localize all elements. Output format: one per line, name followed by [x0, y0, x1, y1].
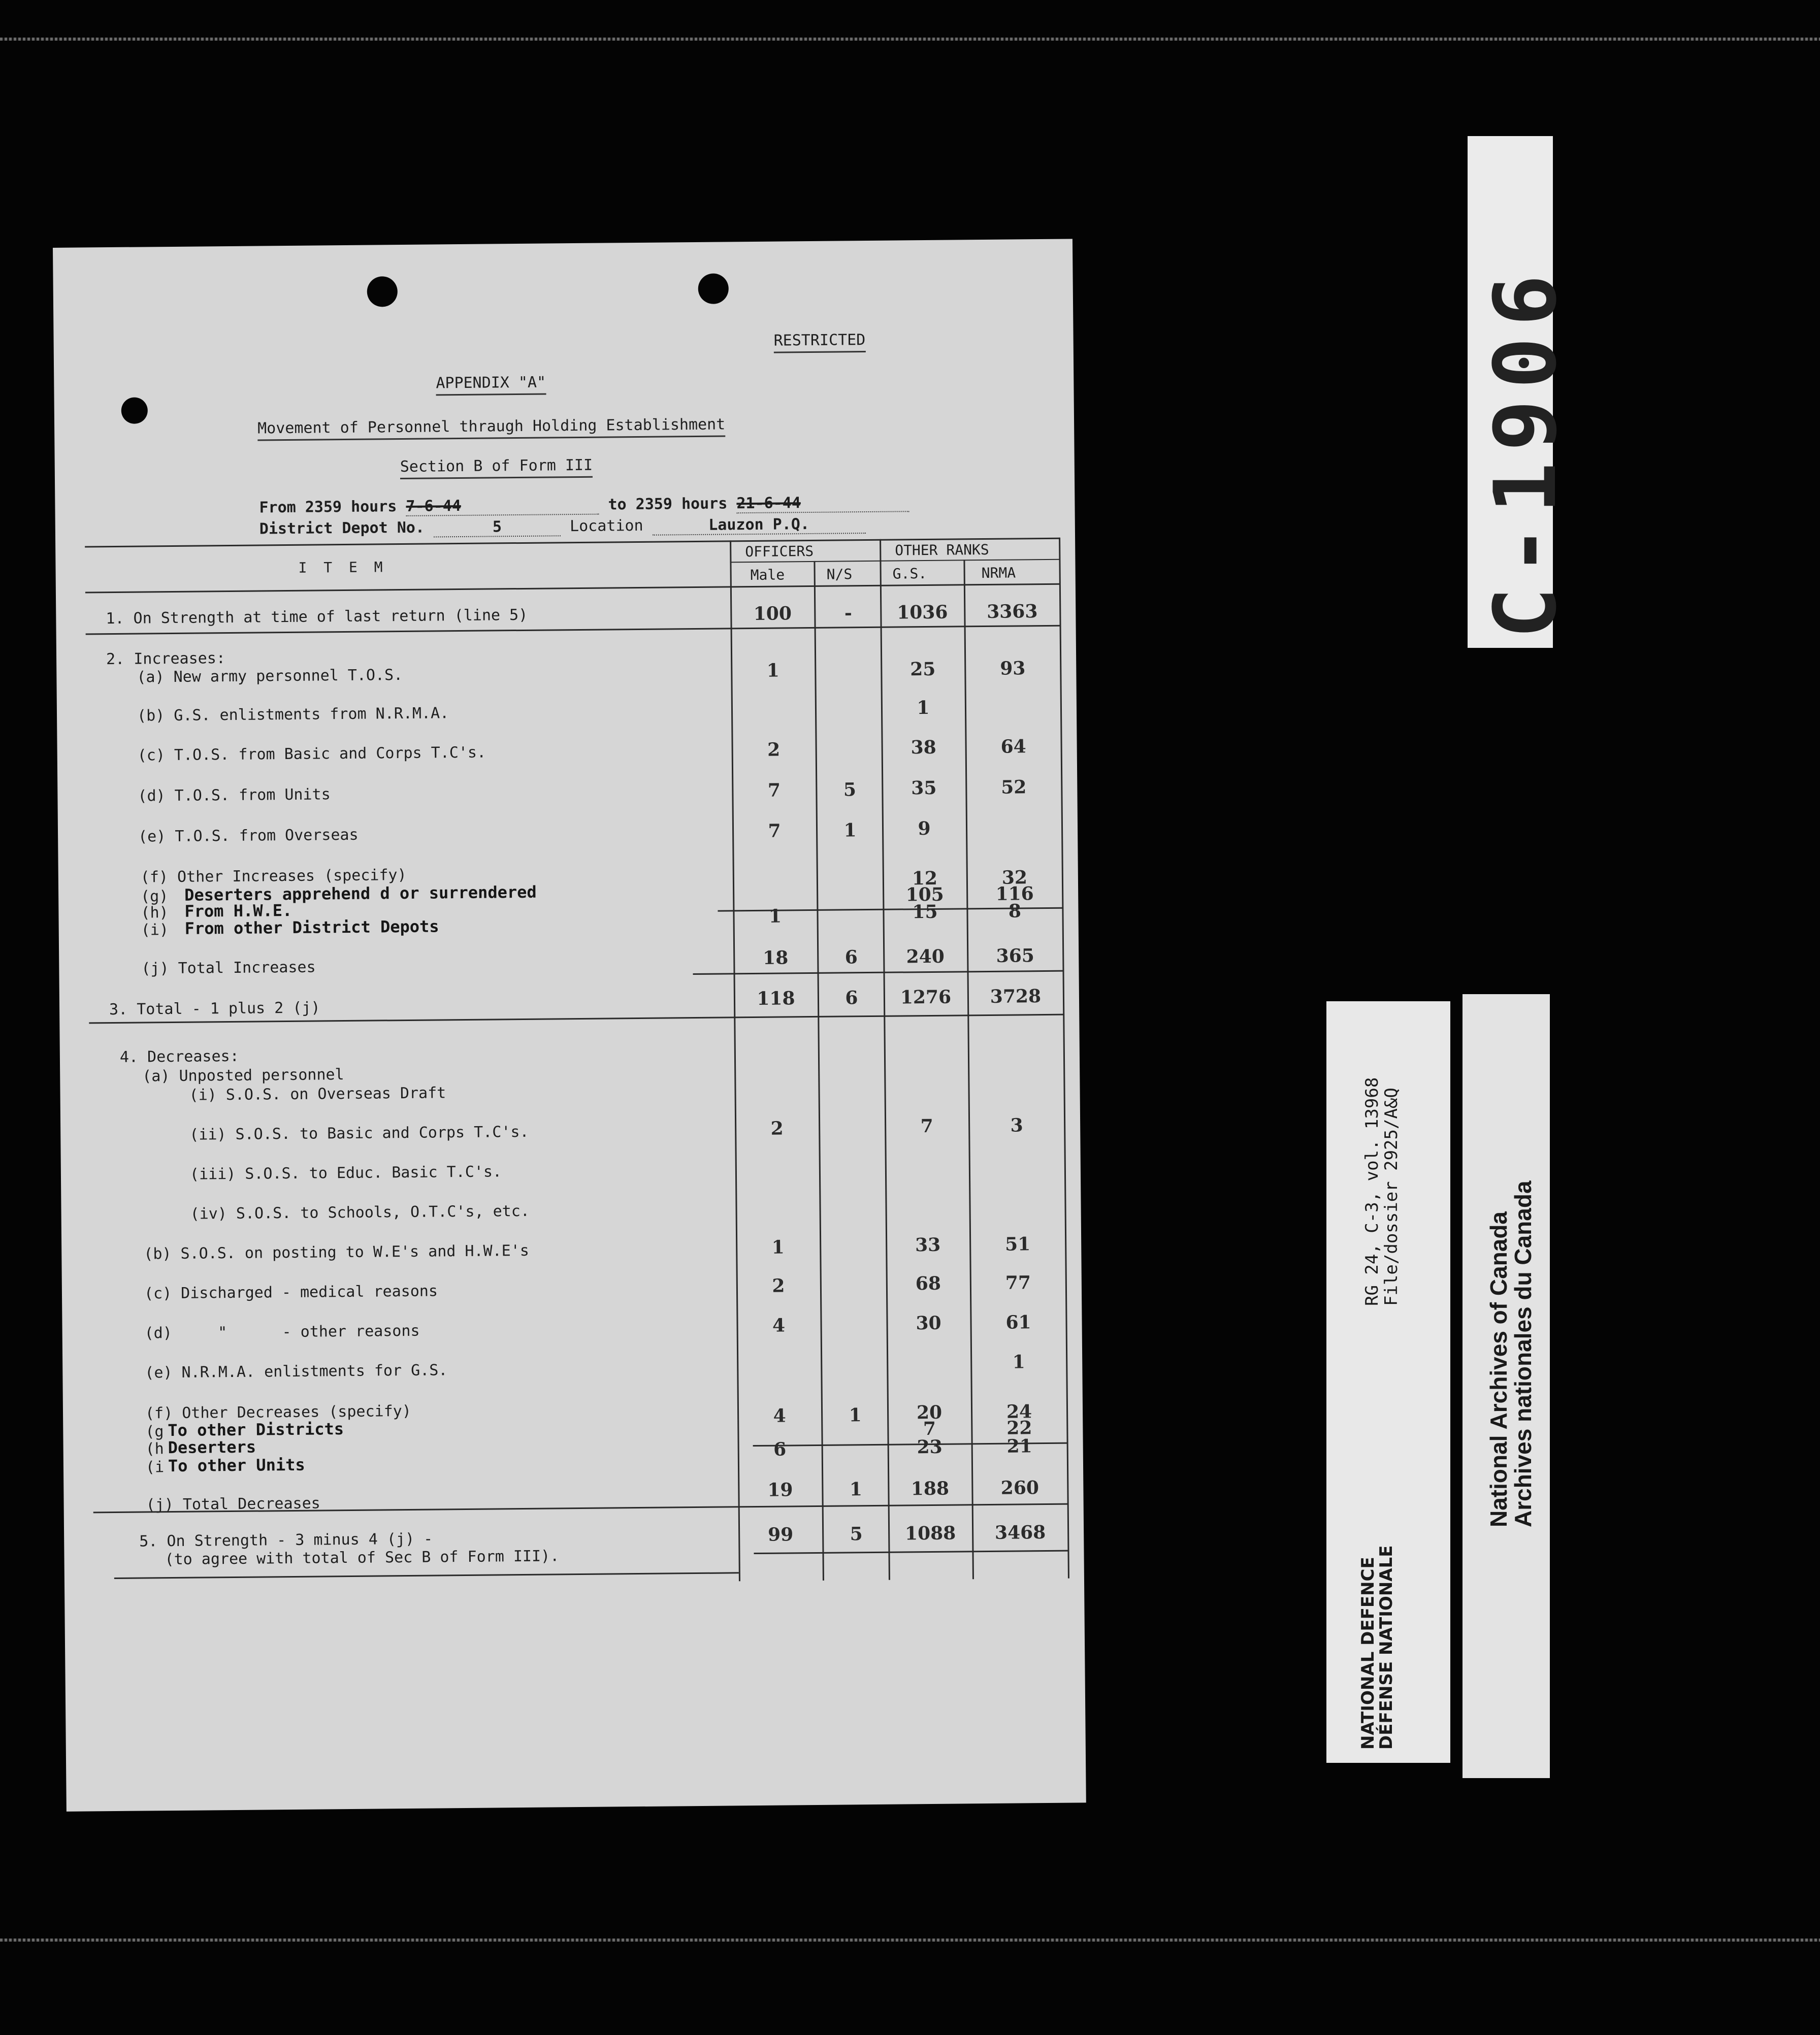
cell-gs: 1088 — [904, 1522, 956, 1545]
cell-gs: 1276 — [900, 986, 952, 1008]
document-page — [53, 239, 1086, 1811]
row-label: (c) Discharged - medical reasons — [144, 1282, 438, 1303]
from-date: 7-6-44 — [406, 497, 461, 515]
row-label-typed: Deserters apprehend d or surrendered — [184, 882, 537, 905]
from-label: From 2359 hours — [259, 498, 397, 517]
section-title: Section B of Form III — [400, 456, 593, 479]
col-gs: G.S. — [892, 565, 927, 582]
col-rule-right — [1059, 538, 1069, 1579]
col-rule-ns — [814, 561, 824, 1581]
cell-gs: 30 — [916, 1312, 941, 1334]
cell-gs: 35 — [911, 777, 937, 799]
cell-gs: 33 — [915, 1234, 941, 1256]
row-label: (b) G.S. enlistments from N.R.M.A. — [137, 704, 449, 725]
col-ns: N/S — [826, 566, 853, 583]
cell-male: 2 — [770, 1118, 784, 1139]
cell-ns: 6 — [844, 946, 858, 968]
row-prefix: (g — [145, 1423, 164, 1441]
item-header: I T E M — [298, 559, 387, 576]
row-label: (d) " - other reasons — [144, 1322, 420, 1342]
archive-reference-label — [1326, 1001, 1450, 1763]
officers-header: OFFICERS — [745, 542, 814, 561]
row-label: (a) New army personnel T.O.S. — [137, 666, 403, 686]
file-reference: File/dossier 2925/A&Q — [1381, 1088, 1402, 1306]
department-en: NATIONAL DEFENCE — [1358, 1557, 1378, 1750]
cell-male: 4 — [772, 1315, 786, 1336]
cell-gs: 240 — [906, 945, 945, 968]
punch-hole — [367, 276, 398, 307]
cell-gs: 7 — [923, 1418, 936, 1440]
cell-ns: 1 — [843, 819, 857, 841]
cell-gs: 188 — [911, 1478, 950, 1500]
header-bottom-rule — [85, 583, 1060, 594]
cell-nrma: 24 — [1006, 1401, 1032, 1423]
row-label: (b) S.O.S. on posting to W.E's and H.W.E's — [144, 1241, 530, 1263]
row-label-typed: From other District Depots — [184, 916, 439, 938]
location-value: Lauzon P.Q. — [652, 515, 865, 536]
archives-name-fr: Archives nationales du Canada — [1510, 1180, 1536, 1527]
film-edge-top — [0, 38, 1820, 41]
cell-gs: 68 — [915, 1272, 941, 1295]
row-prefix: (g) — [141, 888, 169, 906]
cell-male: 1 — [771, 1236, 785, 1258]
row-label: 5. On Strength - 3 minus 4 (j) - — [139, 1530, 433, 1551]
row-label: 3. Total - 1 plus 2 (j) — [109, 999, 320, 1019]
row-label-cont: (to agree with total of Sec B of Form III). — [165, 1547, 560, 1569]
cell-male: 100 — [753, 603, 792, 625]
form-title: Movement of Personnel thraugh Holding Establishment — [257, 415, 725, 441]
cell-nrma: 3468 — [994, 1522, 1046, 1544]
cell-nrma: 32 — [1001, 867, 1028, 889]
cell-male: 2 — [772, 1275, 785, 1297]
classification-stamp: RESTRICTED — [773, 331, 865, 353]
cell-male: 99 — [767, 1524, 794, 1546]
total-increases-rule — [693, 970, 1064, 975]
cell-nrma: 61 — [1005, 1311, 1031, 1333]
cell-nrma: 93 — [1000, 658, 1026, 679]
col-male: Male — [750, 566, 785, 584]
table-bottom-rule — [114, 1572, 739, 1579]
cell-gs: 25 — [910, 658, 936, 680]
cell-gs: 9 — [918, 817, 931, 840]
cell-nrma: 51 — [1004, 1233, 1031, 1255]
movement-table — [85, 528, 1069, 1580]
cell-ns: 5 — [850, 1523, 863, 1545]
cell-nrma: 21 — [1006, 1435, 1032, 1457]
cell-gs: 15 — [912, 901, 938, 923]
row-label: (a) Unposted personnel — [142, 1066, 344, 1086]
archives-label — [1462, 994, 1550, 1778]
cell-ns: 6 — [845, 987, 858, 1009]
depot-number: 5 — [434, 517, 561, 537]
row-label-typed: Deserters — [168, 1437, 256, 1458]
cell-gs: 1036 — [897, 601, 948, 623]
cell-nrma: 64 — [1000, 736, 1026, 758]
row-label: (i) S.O.S. on Overseas Draft — [189, 1084, 446, 1104]
cell-male: 4 — [773, 1405, 786, 1427]
cell-nrma: 1 — [1012, 1351, 1025, 1373]
cell-male: 6 — [773, 1438, 787, 1460]
frame-number-strip — [1468, 136, 1575, 648]
cell-male: 1 — [766, 660, 780, 681]
record-group-reference: RG 24, C-3, vol. 13968 — [1362, 1077, 1382, 1306]
cell-nrma: 3 — [1010, 1114, 1023, 1136]
cell-male: 118 — [757, 988, 795, 1009]
cell-male: 7 — [768, 820, 781, 842]
row-prefix: (i) — [141, 921, 169, 939]
other-ranks-header: OTHER RANKS — [895, 541, 989, 559]
row-label: (iv) S.O.S. to Schools, O.T.C's, etc. — [190, 1202, 530, 1223]
row5-rule — [754, 1550, 1068, 1554]
cell-gs: 23 — [917, 1436, 942, 1458]
cell-nrma: 52 — [1001, 776, 1027, 798]
row-prefix: (h — [145, 1440, 164, 1458]
cell-male: 18 — [763, 947, 789, 969]
row-label: (c) T.O.S. from Basic and Corps T.C's. — [137, 743, 486, 765]
cell-male: 2 — [767, 739, 781, 761]
col-rule-nrma — [963, 560, 974, 1579]
col-rule-male — [730, 540, 740, 1581]
cell-gs: 7 — [920, 1115, 933, 1137]
frame-number: C-1906 — [1476, 264, 1575, 639]
to-date: 21-6-44 — [736, 494, 801, 513]
cell-male: 1 — [768, 905, 782, 927]
row-label-typed: To other Units — [168, 1455, 305, 1476]
punch-hole — [121, 397, 148, 423]
cell-nrma: 8 — [1008, 900, 1022, 922]
cell-ns: 5 — [843, 779, 857, 801]
cell-nrma: 3728 — [990, 986, 1042, 1007]
row-label: (d) T.O.S. from Units — [138, 785, 331, 805]
cell-ns: 1 — [849, 1479, 863, 1500]
appendix-title: APPENDIX "A" — [436, 374, 546, 396]
film-edge-bottom — [0, 1939, 1820, 1942]
cell-gs: 105 — [905, 883, 944, 906]
location-label: Location — [569, 516, 643, 536]
cell-nrma: 260 — [1000, 1477, 1039, 1499]
cell-ns: - — [844, 602, 852, 624]
cell-nrma: 22 — [1006, 1417, 1032, 1439]
archives-name-en: National Archives of Canada — [1485, 1211, 1512, 1527]
col-nrma: NRMA — [981, 564, 1016, 582]
cell-nrma: 77 — [1005, 1272, 1031, 1294]
cell-nrma: 365 — [996, 945, 1035, 967]
row-label: (f) Other Increases (specify) — [140, 866, 407, 887]
row-label: 1. On Strength at time of last return (line 5) — [106, 606, 528, 628]
department-fr: DÉFENSE NATIONALE — [1376, 1545, 1396, 1750]
row-label: (j) Total Increases — [141, 958, 316, 978]
row-label: (e) T.O.S. from Overseas — [138, 826, 359, 846]
section-label: 2. Increases: — [106, 649, 226, 669]
cell-gs: 1 — [917, 697, 930, 719]
depot-label: District Depot No. — [259, 518, 425, 538]
row-label: (ii) S.O.S. to Basic and Corps T.C's. — [189, 1123, 529, 1144]
cell-nrma: 3363 — [987, 601, 1038, 622]
row-label: (e) N.R.M.A. enlistments for G.S. — [145, 1361, 448, 1382]
cell-nrma: 116 — [995, 883, 1034, 905]
row-prefix: (i — [145, 1458, 165, 1476]
section-label: 4. Decreases: — [119, 1047, 239, 1066]
row-label-typed: To other Districts — [168, 1419, 344, 1440]
row-label: (j) Total Decreases — [146, 1494, 320, 1514]
to-label: to 2359 hours — [608, 495, 728, 514]
cell-gs: 12 — [912, 867, 938, 890]
row-label: (iii) S.O.S. to Educ. Basic T.C's. — [189, 1163, 502, 1184]
punch-hole — [698, 273, 729, 304]
cell-male: 19 — [767, 1479, 793, 1501]
row-prefix: (h) — [141, 904, 169, 922]
cell-male: 7 — [767, 779, 781, 801]
cell-gs: 20 — [916, 1401, 942, 1424]
row-label-typed: From H.W.E. — [184, 900, 292, 921]
row-label: (f) Other Decreases (specify) — [145, 1402, 411, 1423]
cell-gs: 38 — [911, 736, 936, 759]
cell-ns: 1 — [849, 1404, 862, 1426]
